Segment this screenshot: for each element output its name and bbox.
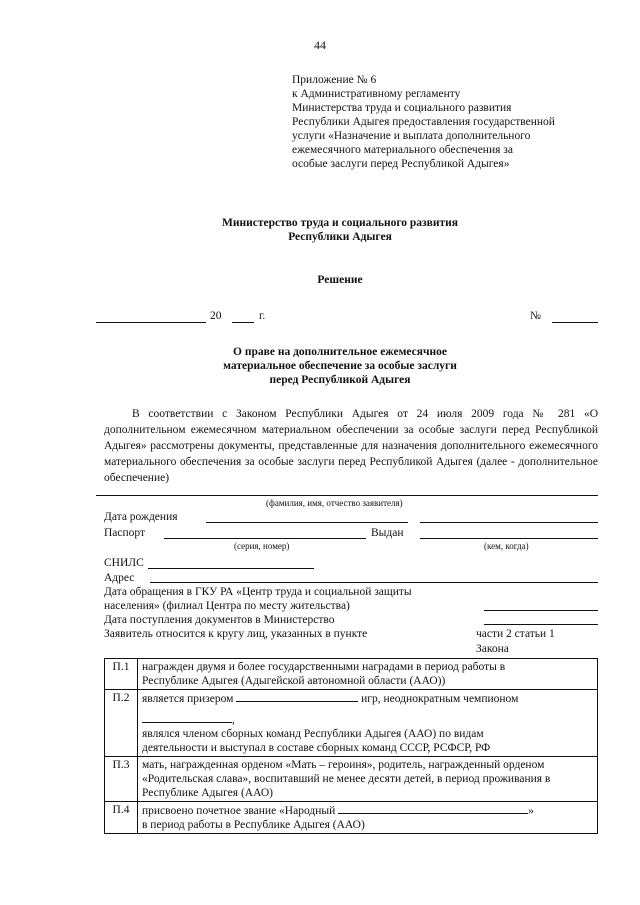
criteria-number: П.1 — [105, 659, 138, 690]
criteria-number: П.2 — [105, 690, 138, 757]
criteria-line: Республике Адыгея (Адыгейской автономной области (ААО)) — [142, 675, 446, 687]
part-article-ref: части 2 статьи 1 — [476, 628, 555, 640]
appendix-line: Министерства труда и социального развития — [292, 102, 512, 114]
receipt-date-blank — [484, 624, 598, 625]
champion-blank — [142, 712, 232, 723]
criteria-fragment: присвоено почетное звание «Народный — [142, 805, 336, 817]
criteria-fragment: является призером — [142, 693, 234, 705]
birth-date-label: Дата рождения — [104, 511, 178, 523]
appendix-line: Республики Адыгея предоставления государственной — [292, 116, 555, 128]
criteria-text — [138, 757, 598, 802]
law-ref: Закона — [476, 643, 509, 655]
table-row — [105, 802, 598, 834]
criteria-line: в период работы в Республике Адыгея (ААО) — [142, 819, 365, 831]
day-month-blank — [96, 322, 206, 323]
appendix-header — [292, 73, 612, 171]
games-blank — [236, 691, 358, 702]
passport-blank — [164, 538, 366, 539]
table-row — [105, 757, 598, 802]
criteria-text — [138, 802, 598, 834]
subject-line1: О праве на дополнительное ежемесячное — [233, 346, 447, 358]
ministry-title-line1: Министерство труда и социального развития — [221, 217, 459, 229]
decision-title: Решение — [317, 274, 363, 286]
appendix-line: Приложение № 6 — [292, 74, 377, 86]
issued-label: Выдан — [371, 527, 404, 539]
passport-label: Паспорт — [104, 527, 146, 539]
appendix-line: к Административному регламенту — [292, 88, 461, 100]
applicant-category-label: Заявитель относится к кругу лиц, указанных в пункте — [104, 628, 368, 640]
appendix-line: ежемесячного материального обеспечения за — [292, 144, 513, 156]
criteria-table — [104, 658, 598, 834]
address-blank — [150, 582, 598, 583]
fio-blank — [96, 495, 598, 496]
number-blank — [552, 322, 598, 323]
criteria-text — [138, 659, 598, 690]
series-caption: (серия, номер) — [234, 541, 290, 551]
fio-caption: (фамилия, имя, отчество заявителя) — [266, 498, 403, 508]
address-label: Адрес — [104, 572, 135, 584]
page-number: 44 — [314, 38, 326, 52]
criteria-line: Республике Адыгея (ААО) — [142, 787, 273, 799]
honorary-title-blank — [338, 803, 528, 814]
appeal-date-blank — [484, 610, 598, 611]
ministry-title-line2: Республики Адыгея — [288, 231, 392, 243]
birth-date-blank — [206, 522, 408, 523]
year-prefix: 20 — [210, 310, 222, 322]
criteria-fragment: игр, неоднократным чемпионом — [361, 693, 519, 705]
who-when-caption: (кем, когда) — [484, 541, 529, 551]
table-row — [105, 690, 598, 757]
birth-date-blank-2 — [420, 522, 598, 523]
criteria-line — [142, 691, 593, 706]
number-label: № — [530, 310, 541, 322]
intro-paragraph: В соответствии с Законом Республики Адыгея от 24 июля 2009 года № 281 «О дополнительном ежемесячном материальном обеспечении за особые заслуги перед Республикой Адыгея» рассмотрены документы, представленные для назначения дополнительного ежемесячного материального обеспечения за особые заслуги перед Республикой Адыгея (далее - дополнительное обеспечение) — [104, 408, 598, 484]
criteria-line: деятельности и выступал в составе сборных команд СССР, РСФСР, РФ — [142, 742, 491, 754]
criteria-line: награжден двумя и более государственными наградами в период работы в — [142, 661, 506, 673]
appeal-date-label-2: населения» (филиал Центра по месту жительства) — [104, 600, 350, 612]
appeal-date-label-1: Дата обращения в ГКУ РА «Центр труда и социальной защиты — [104, 586, 412, 598]
criteria-number: П.4 — [105, 802, 138, 834]
criteria-line — [142, 803, 593, 818]
appendix-line: особые заслуги перед Республикой Адыгея» — [292, 158, 510, 170]
table-row — [105, 659, 598, 690]
year-blank — [232, 322, 254, 323]
criteria-line: мать, награжденная орденом «Мать – героиня», родитель, награжденный орденом — [142, 759, 545, 771]
criteria-number: П.3 — [105, 757, 138, 802]
criteria-line: «Родительская слава», воспитавший не менее десяти детей, в период проживания в — [142, 773, 551, 785]
criteria-fragment: » — [528, 805, 534, 817]
criteria-line: являлся членом сборных команд Республики Адыгея (ААО) по видам — [142, 728, 484, 740]
snils-blank — [148, 568, 314, 569]
subject-line3: перед Республикой Адыгея — [269, 374, 411, 386]
criteria-line — [142, 712, 593, 727]
receipt-date-label: Дата поступления документов в Министерство — [104, 614, 335, 626]
issued-blank — [420, 538, 598, 539]
criteria-fragment: , — [232, 714, 235, 726]
criteria-text — [138, 690, 598, 757]
appendix-line: услуги «Назначение и выплата дополнительного — [292, 130, 531, 142]
year-suffix: г. — [259, 310, 266, 322]
subject-line2: материальное обеспечение за особые заслуги — [223, 360, 457, 372]
snils-label: СНИЛС — [104, 557, 144, 569]
